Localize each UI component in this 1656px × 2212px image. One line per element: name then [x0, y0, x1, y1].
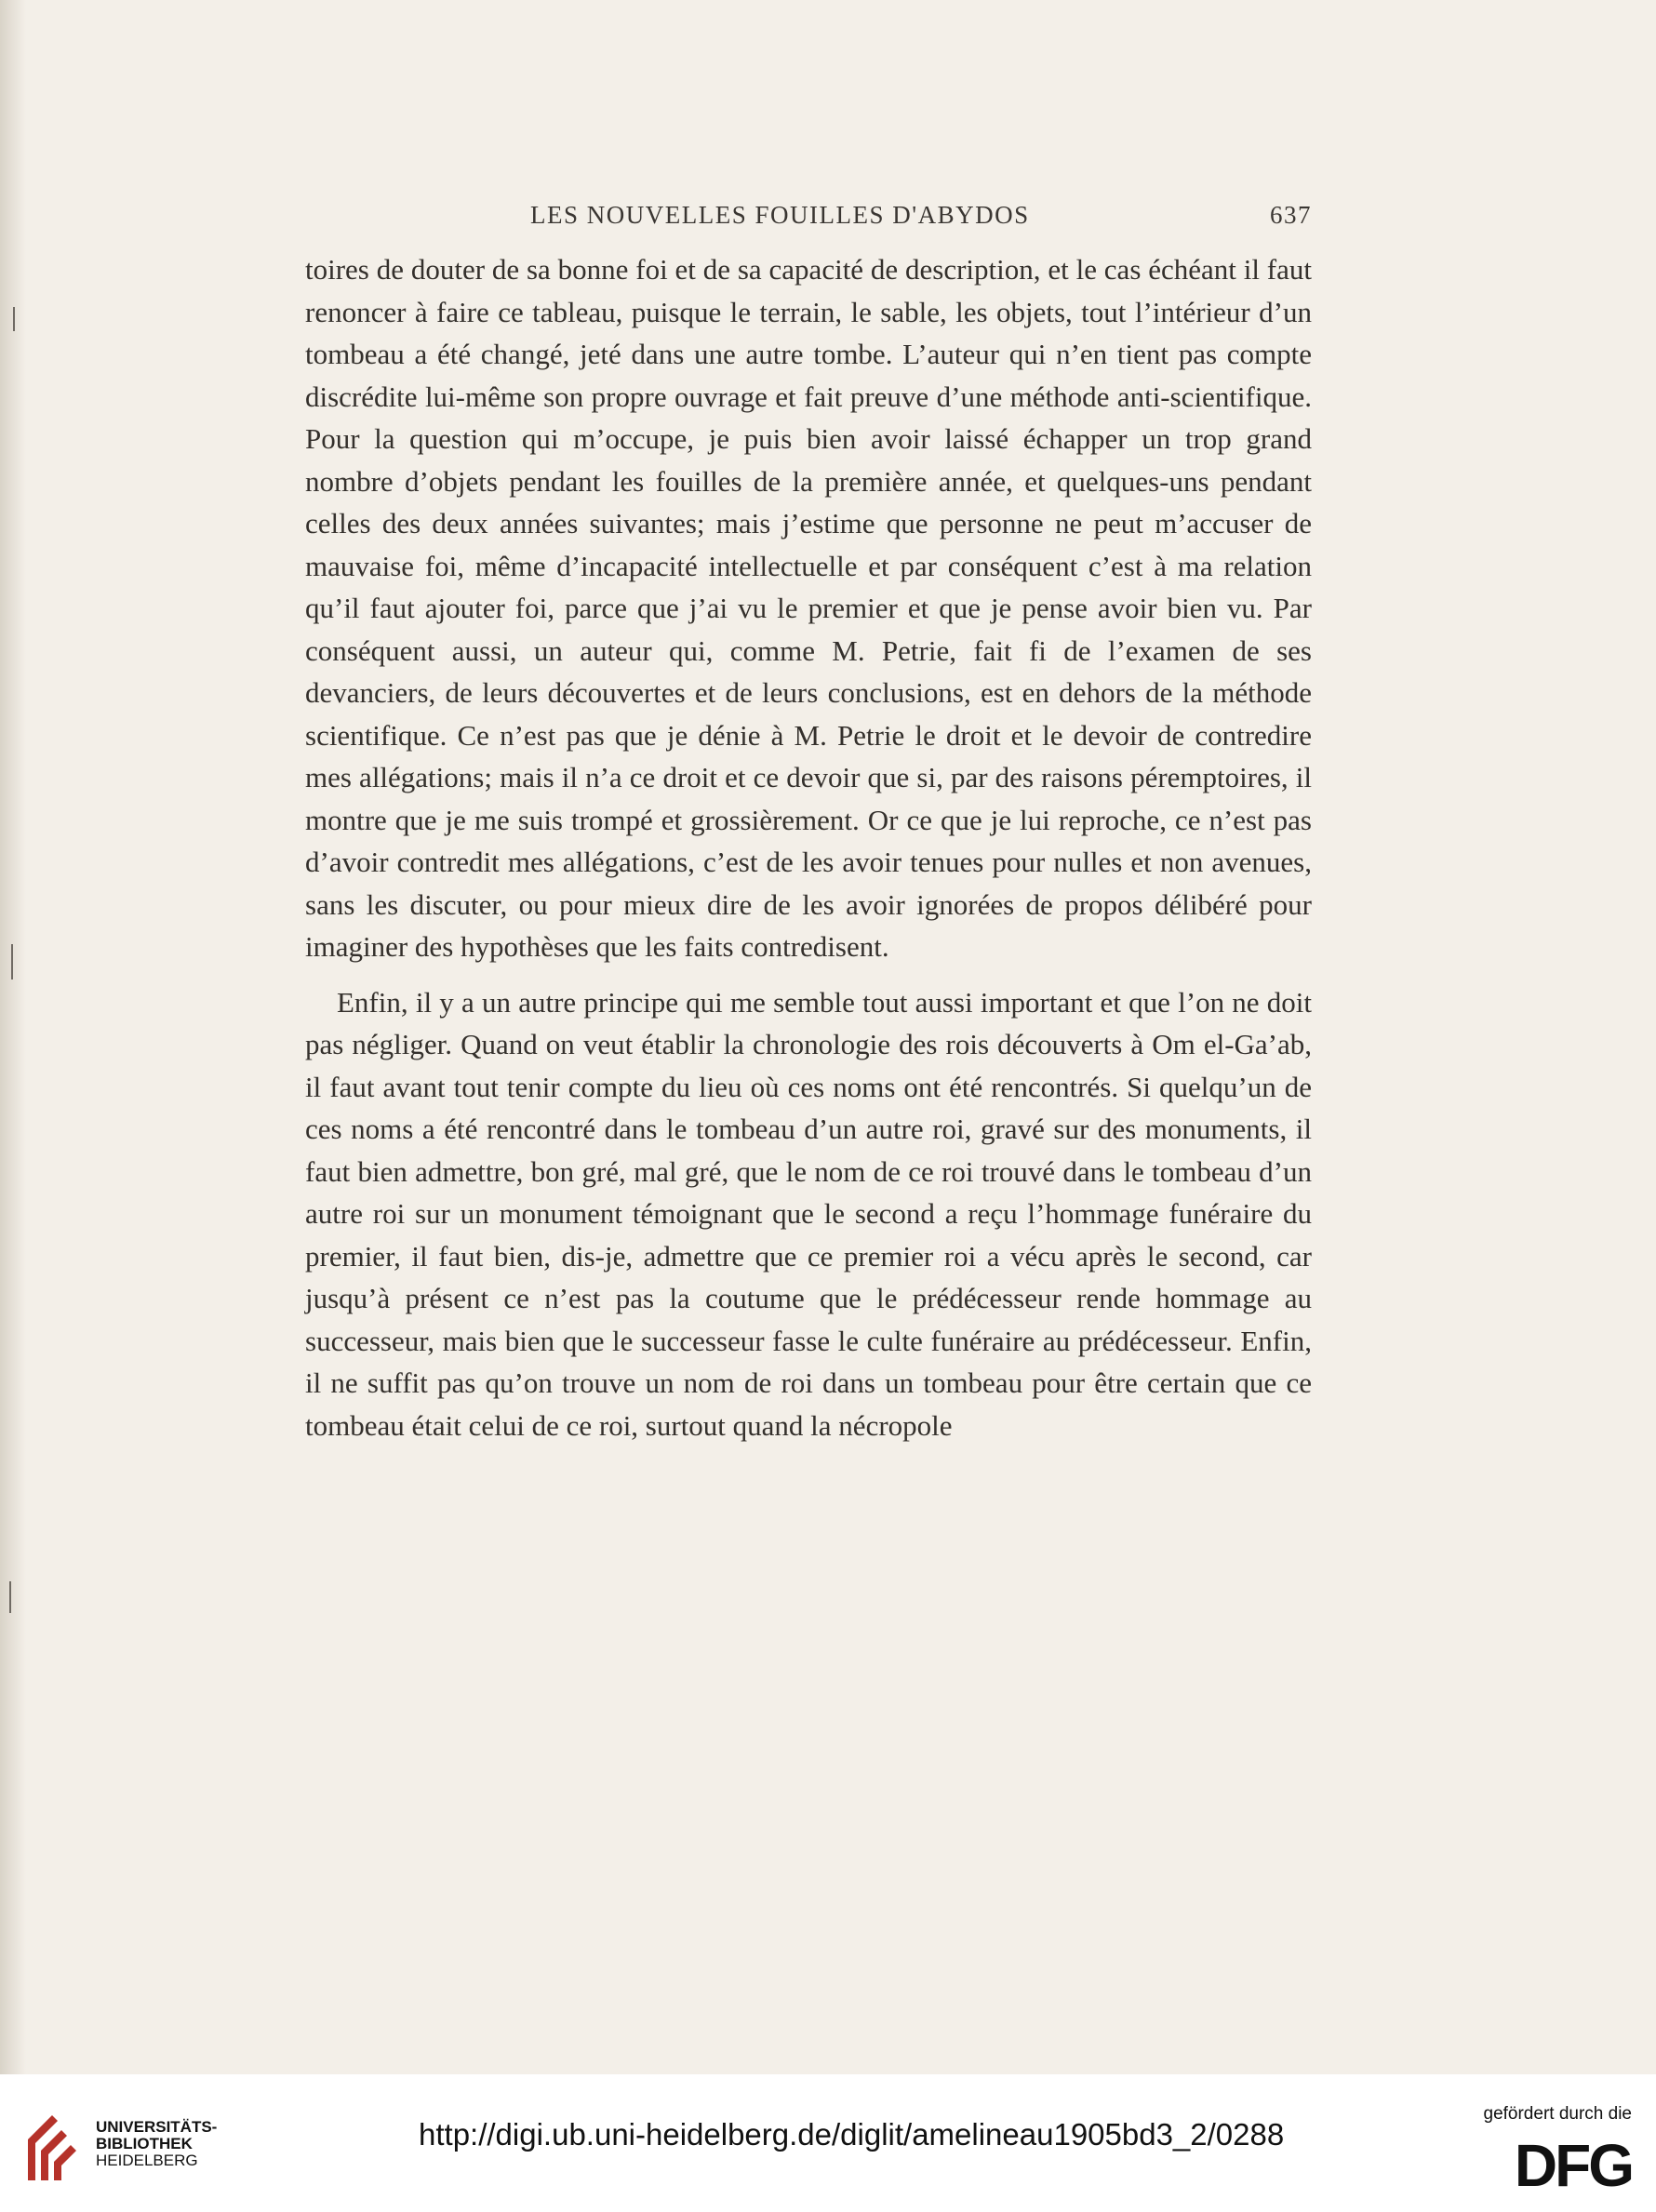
- university-library-logo-icon: [20, 2110, 93, 2186]
- paragraph-1: toires de douter de sa bonne foi et de sa capacité de description, et le cas échéant il faut renoncer à faire ce tableau, puisque le terrain, le sable, les objets, tout l’intérieur d’un tombeau a été changé, jeté dans une autre tombe. L’auteur qui n’en tient pas compte discrédite lui-même son propre ouvrage et fait preuve d’une méthode anti-scientifique. Pour la question qui m’occupe, je puis bien avoir laissé échapper un trop grand nombre d’objets pendant les fouilles de la première année, et quelques-uns pendant celles des deux années suivantes; mais j’estime que personne ne peut m’accuser de mauvaise foi, même d’incapacité intellectuelle et par conséquent c’est à ma relation qu’il faut ajouter foi, parce que j’ai vu le premier et que je pense avoir bien vu. Par conséquent aussi, un auteur qui, comme M. Petrie, fait fi de l’examen de ses devanciers, de leurs découvertes et de leurs conclusions, est en dehors de la méthode scientifique. Ce n’est pas que je dénie à M. Petrie le droit et le devoir de contredire mes allégations; mais il n’a ce droit et ce devoir que si, par des raisons péremptoires, il montre que je me suis trompé et grossièrement. Or ce que je lui reproche, ce n’est pas d’avoir contredit mes allégations, c’est de les avoir tenues pour nulles et non avenues, sans les discuter, ou pour mieux dire de les avoir ignorées de propos délibéré pour imaginer des hypothèses que les faits contredisent.: [305, 253, 1312, 963]
- library-name-line: BIBLIOTHEK: [96, 2135, 193, 2152]
- digitization-url[interactable]: http://digi.ub.uni-heidelberg.de/diglit/amelineau1905bd3_2/0288: [419, 2117, 1285, 2152]
- paragraph-2: Enfin, il y a un autre principe qui me semble tout aussi important et que l’on ne doit pas négliger. Quand on veut établir la chronologie des rois découverts à Om el-Ga’ab, il faut avant tout tenir compte du lieu où ces noms ont été rencontrés. Si quelqu’un de ces noms a été rencontré dans le tombeau d’un autre roi, gravé sur des monuments, il faut bien admettre, bon gré, mal gré, que le nom de ce roi trouvé dans le tombeau d’un autre roi sur un monument témoignant que le second a reçu l’hommage funéraire du premier, il faut bien, dis-je, admettre que ce premier roi a vécu après le second, car jusqu’à présent ce n’est pas la coutume que le prédécesseur rende hommage au successeur, mais bien que le successeur fasse le culte funéraire au prédécesseur. Enfin, il ne suffit pas qu’on trouve un nom de roi dans un tombeau pour être certain que ce tombeau était celui de ce roi, surtout quand la nécropole: [305, 985, 1312, 1442]
- margin-mark: [9, 1581, 11, 1613]
- dfg-logo: DFG: [1514, 2132, 1632, 2199]
- margin-mark: [13, 307, 15, 331]
- margin-mark: [11, 944, 13, 979]
- library-name-line: UNIVERSITÄTS-: [96, 2118, 218, 2136]
- library-name-line: HEIDELBERG: [96, 2152, 198, 2169]
- page-number: 637: [1270, 201, 1312, 229]
- digitization-footer: [0, 2074, 1656, 2212]
- funding-caption: gefördert durch die: [1483, 2104, 1632, 2124]
- body-text: [305, 248, 1312, 1446]
- university-library-name: [96, 2119, 217, 2169]
- running-head-title: LES NOUVELLES FOUILLES D'ABYDOS: [530, 201, 1030, 229]
